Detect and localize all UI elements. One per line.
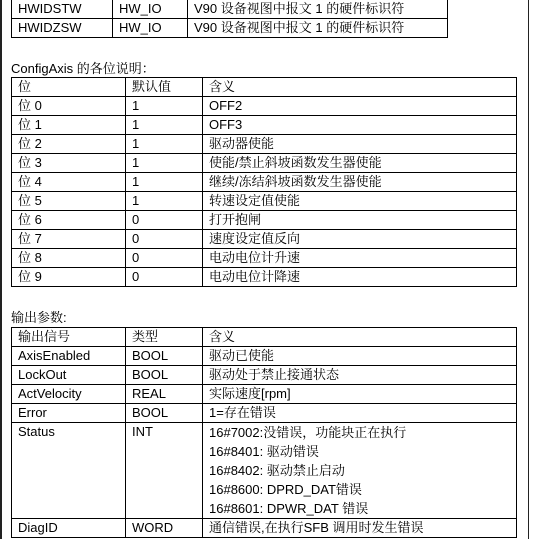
type-cell: REAL xyxy=(126,385,203,404)
meaning-cell: 实际速度[rpm] xyxy=(203,385,517,404)
hw-type-cell: HW_IO xyxy=(113,19,188,38)
table-row xyxy=(12,268,517,287)
table-row xyxy=(12,135,517,154)
table-row xyxy=(12,0,448,19)
signal-cell: AxisEnabled xyxy=(12,347,126,366)
bit-cell: 位 5 xyxy=(12,192,126,211)
status-code-line: 16#8601: DPWR_DAT 错误 xyxy=(209,501,369,516)
config-axis-table xyxy=(11,77,517,287)
table-row xyxy=(12,385,517,404)
config-axis-header-meaning: 含义 xyxy=(203,78,517,97)
meaning-cell: 驱动处于禁止接通状态 xyxy=(203,366,517,385)
table-row xyxy=(12,116,517,135)
table-row xyxy=(12,173,517,192)
meaning-cell: 速度设定值反向 xyxy=(203,230,517,249)
output-header-type: 类型 xyxy=(126,328,203,347)
table-row xyxy=(12,211,517,230)
type-cell: BOOL xyxy=(126,404,203,423)
default-value-cell: 1 xyxy=(126,154,203,173)
page-left-border xyxy=(0,0,2,539)
bit-cell: 位 6 xyxy=(12,211,126,230)
table-row xyxy=(12,230,517,249)
diag-type-cell: WORD xyxy=(126,519,203,538)
meaning-cell: OFF2 xyxy=(203,97,517,116)
status-meaning-cell xyxy=(203,423,517,519)
table-row xyxy=(12,404,517,423)
status-signal-cell: Status xyxy=(12,423,126,519)
bit-cell: 位 3 xyxy=(12,154,126,173)
signal-cell: Error xyxy=(12,404,126,423)
bit-cell: 位 7 xyxy=(12,230,126,249)
config-axis-heading: ConfigAxis 的各位说明： xyxy=(11,61,155,76)
diag-signal-cell: DiagID xyxy=(12,519,126,538)
meaning-cell: 驱动已使能 xyxy=(203,347,517,366)
meaning-cell: OFF3 xyxy=(203,116,517,135)
hw-meaning-cell: V90 设备视图中报文 1 的硬件标识符 xyxy=(188,0,448,19)
bit-cell: 位 1 xyxy=(12,116,126,135)
default-value-cell: 0 xyxy=(126,211,203,230)
meaning-cell: 驱动器使能 xyxy=(203,135,517,154)
meaning-cell: 电动电位计降速 xyxy=(203,268,517,287)
meaning-cell: 转速设定值使能 xyxy=(203,192,517,211)
config-axis-header-default: 默认值 xyxy=(126,78,203,97)
type-cell: BOOL xyxy=(126,347,203,366)
bit-cell: 位 0 xyxy=(12,97,126,116)
default-value-cell: 0 xyxy=(126,249,203,268)
table-row xyxy=(12,97,517,116)
default-value-cell: 1 xyxy=(126,116,203,135)
hw-name-cell: HWIDSTW xyxy=(12,0,113,19)
output-params-table xyxy=(11,327,517,538)
diag-meaning-cell: 通信错误,在执行SFB 调用时发生错误 xyxy=(203,519,517,538)
meaning-cell: 打开抱闸 xyxy=(203,211,517,230)
hw-type-cell: HW_IO xyxy=(113,0,188,19)
meaning-cell: 1=存在错误 xyxy=(203,404,517,423)
hw-meaning-cell: V90 设备视图中报文 1 的硬件标识符 xyxy=(188,19,448,38)
table-row xyxy=(12,19,448,38)
hw-name-cell: HWIDZSW xyxy=(12,19,113,38)
status-type-cell: INT xyxy=(126,423,203,519)
default-value-cell: 1 xyxy=(126,173,203,192)
bit-cell: 位 2 xyxy=(12,135,126,154)
type-cell: BOOL xyxy=(126,366,203,385)
default-value-cell: 0 xyxy=(126,230,203,249)
config-axis-header-bit: 位 xyxy=(12,78,126,97)
output-params-heading: 输出参数: xyxy=(11,310,67,325)
config-axis-header-row xyxy=(12,78,517,97)
default-value-cell: 0 xyxy=(126,268,203,287)
output-params-header-row xyxy=(12,328,517,347)
status-code-line: 16#7002:没错误，功能块正在执行 xyxy=(209,425,407,440)
default-value-cell: 1 xyxy=(126,97,203,116)
table-row xyxy=(12,192,517,211)
table-row xyxy=(12,249,517,268)
table-row-diag xyxy=(12,519,517,538)
meaning-cell: 使能/禁止斜坡函数发生器使能 xyxy=(203,154,517,173)
status-code-line: 16#8401: 驱动错误 xyxy=(209,444,319,459)
status-code-line: 16#8600: DPRD_DAT错误 xyxy=(209,482,362,497)
page-right-border xyxy=(528,0,529,539)
meaning-cell: 继续/冻结斜坡函数发生器使能 xyxy=(203,173,517,192)
signal-cell: LockOut xyxy=(12,366,126,385)
default-value-cell: 1 xyxy=(126,135,203,154)
output-header-signal: 输出信号 xyxy=(12,328,126,347)
table-row xyxy=(12,154,517,173)
meaning-cell: 电动电位计升速 xyxy=(203,249,517,268)
output-header-meaning: 含义 xyxy=(203,328,517,347)
status-code-line: 16#8402: 驱动禁止启动 xyxy=(209,463,345,478)
table-row xyxy=(12,366,517,385)
bit-cell: 位 9 xyxy=(12,268,126,287)
hw-id-table xyxy=(11,0,448,38)
bit-cell: 位 4 xyxy=(12,173,126,192)
table-row xyxy=(12,347,517,366)
default-value-cell: 1 xyxy=(126,192,203,211)
signal-cell: ActVelocity xyxy=(12,385,126,404)
table-row-status xyxy=(12,423,517,519)
bit-cell: 位 8 xyxy=(12,249,126,268)
